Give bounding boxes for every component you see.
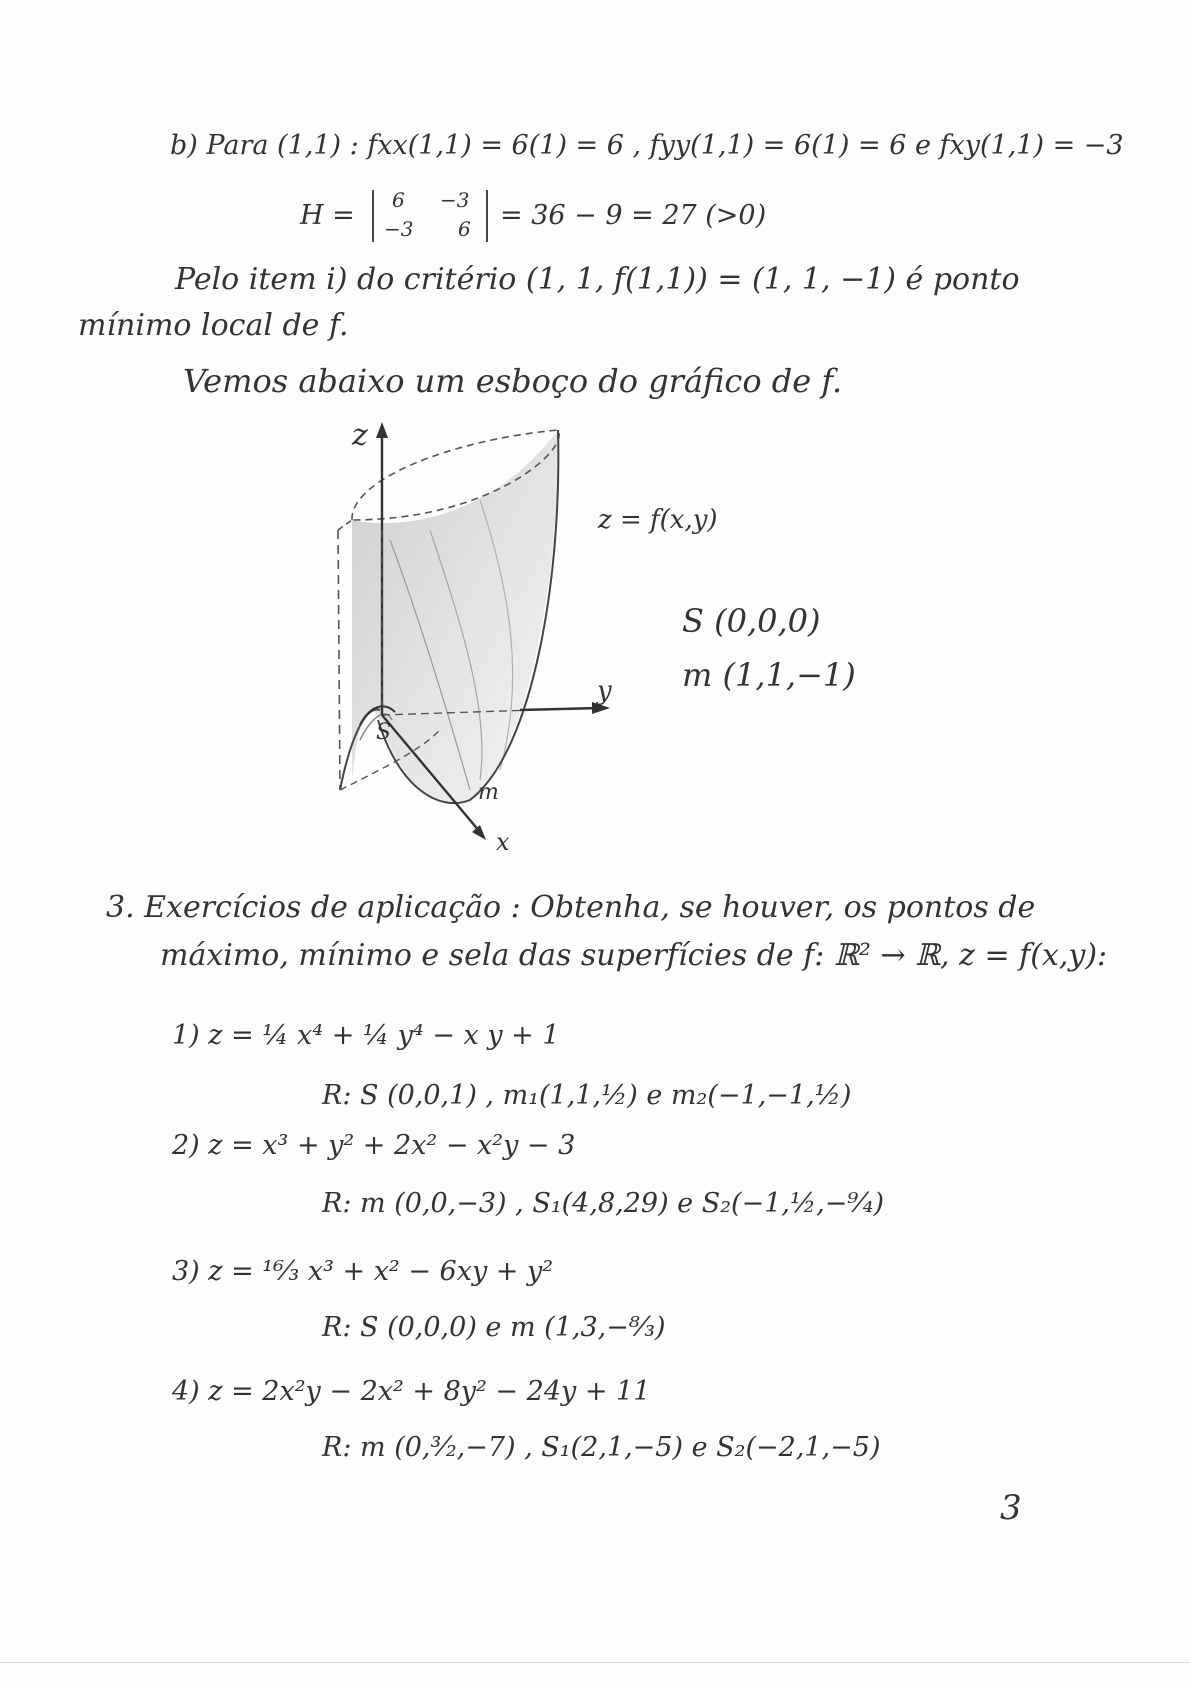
min-point: m (1,1,−1) [682,656,856,694]
hessian-label: H = [300,200,355,231]
section3-heading-2: máximo, mínimo e sela das superfícies de f: ℝ² → ℝ, z = f(x,y): [160,938,1108,973]
part-b-line-1: b) Para (1,1) : fxx(1,1) = 6(1) = 6 , fyy(1,1) = 6(1) = 6 e fxy(1,1) = −3 [170,130,1124,161]
exercise-1-answer: R: S (0,0,1) , m₁(1,1,½) e m₂(−1,−1,½) [322,1080,852,1111]
page-bottom-edge [0,1662,1190,1663]
left-edge [338,530,340,790]
matrix-r2c1: −3 [384,217,414,241]
exercise-3-equation: 3) z = ¹⁶⁄₃ x³ + x² − 6xy + y² [172,1256,554,1287]
exercise-4-answer: R: m (0,³⁄₂,−7) , S₁(2,1,−5) e S₂(−2,1,−5) [322,1432,881,1463]
hessian-result: = 36 − 9 = 27 (>0) [500,200,767,231]
page-number: 3 [1000,1488,1022,1528]
exercise-4-equation: 4) z = 2x²y − 2x² + 8y² − 24y + 11 [172,1376,651,1407]
saddle-label: S [376,720,392,745]
y-axis-label: y [597,676,612,706]
matrix-r2c2: 6 [458,217,471,241]
min-label: m [478,780,499,805]
z-axis-arrow [376,422,388,438]
surface-label: z = f(x,y) [598,505,718,535]
exercise-1-equation: 1) z = ¼ x⁴ + ¼ y⁴ − x y + 1 [172,1020,560,1051]
exercise-2-equation: 2) z = x³ + y² + 2x² − x²y − 3 [172,1130,576,1161]
saddle-point: S (0,0,0) [682,602,821,640]
section3-heading-1: 3. Exercícios de aplicação : Obtenha, se houver, os pontos de [106,890,1036,925]
matrix-r1c1: 6 [392,188,405,212]
det-bar-left [372,190,374,242]
sketch-intro: Vemos abaixo um esboço do gráfico de f. [183,362,843,400]
y-axis [520,708,600,710]
conclusion-line-2: mínimo local de f. [78,308,349,343]
conclusion-line-1: Pelo item i) do critério (1, 1, f(1,1)) = (1, 1, −1) é ponto [175,262,1020,297]
matrix-r1c2: −3 [440,188,470,212]
x-axis-label: x [496,828,510,856]
x-axis-arrow [472,825,486,840]
exercise-3-answer: R: S (0,0,0) e m (1,3,−⁸⁄₃) [322,1312,666,1343]
exercise-2-answer: R: m (0,0,−3) , S₁(4,8,29) e S₂(−1,½,−⁹⁄₄) [322,1188,885,1219]
z-axis-label: z [352,418,368,453]
det-bar-right [486,190,488,242]
left-edge-top [338,520,352,530]
